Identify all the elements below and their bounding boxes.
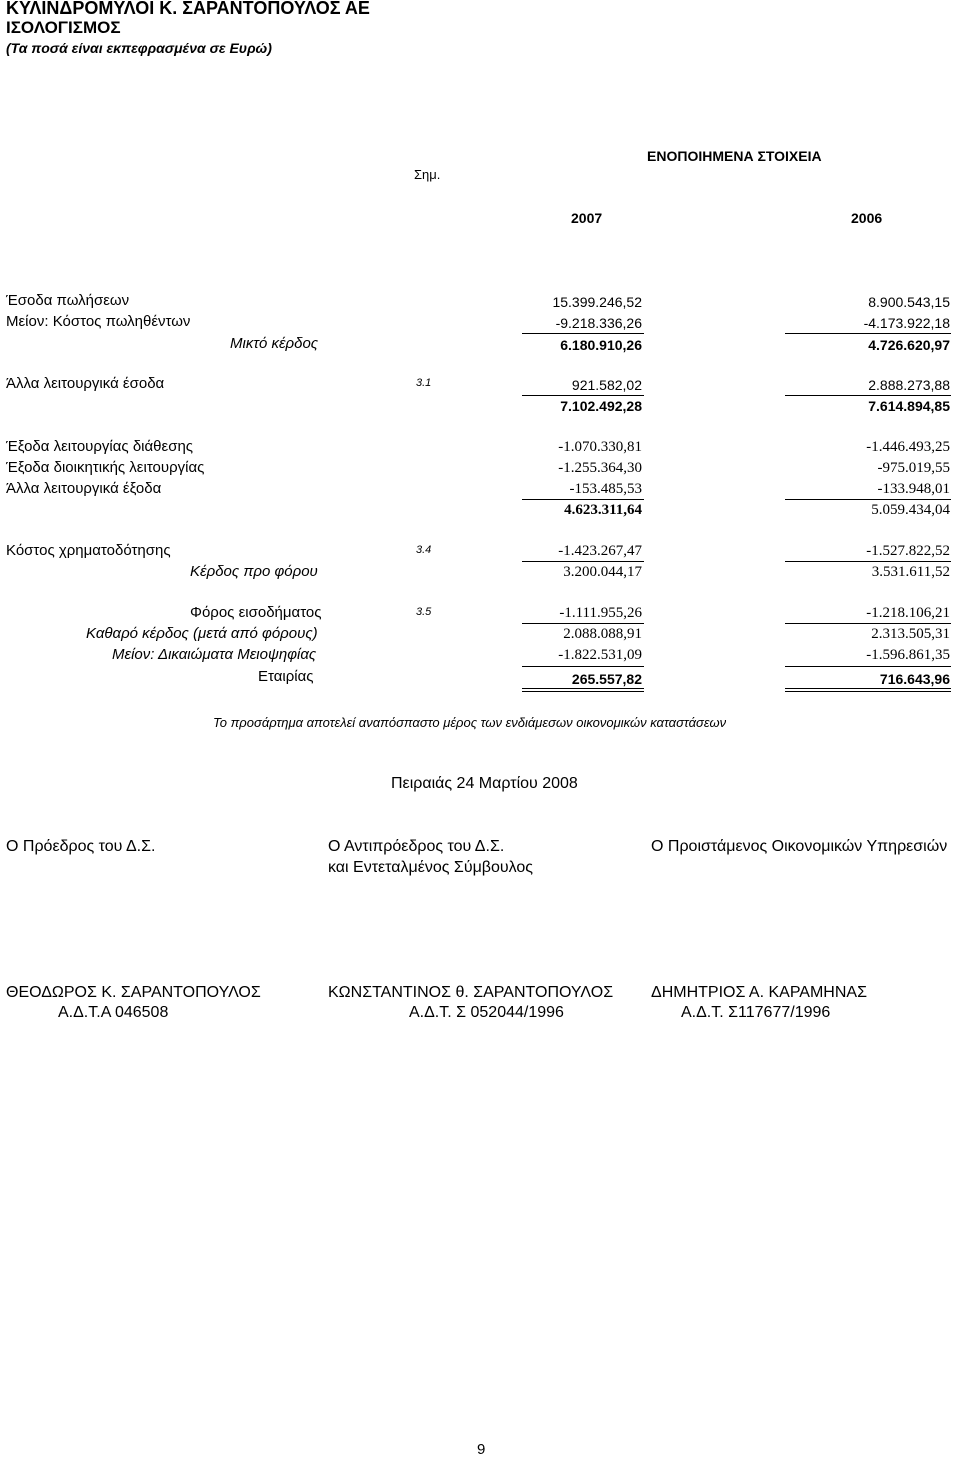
note-ref-finance-cost: 3.4 bbox=[416, 544, 432, 556]
note-ref-other-income: 3.1 bbox=[416, 377, 432, 389]
value-2006-net-profit: 2.313.505,31 bbox=[871, 626, 950, 642]
underline-2006 bbox=[785, 561, 951, 562]
value-2007-income-tax: -1.111.955,26 bbox=[559, 605, 642, 621]
year-2007-header: 2007 bbox=[571, 210, 603, 226]
value-2007-cost-of-sales: -9.218.336,26 bbox=[555, 315, 642, 331]
value-2006-income-tax: -1.218.106,21 bbox=[866, 605, 950, 621]
double-underline-2007 bbox=[522, 688, 644, 689]
value-2006-other-income: 2.888.273,88 bbox=[868, 377, 950, 393]
row-label-cost-of-sales: Μείον: Κόστος πωληθέντων bbox=[6, 313, 191, 330]
value-2006-admin-expenses: -975.019,55 bbox=[877, 460, 950, 476]
row-label-minority-interests: Μείον: Δικαιώματα Μειοψηφίας bbox=[112, 646, 317, 663]
signatory-2-role: Ο Αντιπρόεδρος του Δ.Σ. bbox=[328, 838, 505, 855]
row-label-profit-before-tax: Κέρδος προ φόρου bbox=[190, 563, 318, 580]
row-label-gross-profit: Μικτό κέρδος bbox=[230, 335, 319, 352]
value-2007-minority-interests: -1.822.531,09 bbox=[558, 647, 642, 663]
value-2006-subtotal-1: 7.614.894,85 bbox=[868, 398, 950, 414]
row-label-admin-expenses: Έξοδα διοικητικής λειτουργίας bbox=[6, 459, 205, 476]
value-2007-net-profit: 2.088.088,91 bbox=[563, 626, 642, 642]
value-2006-sales: 8.900.543,15 bbox=[868, 294, 950, 310]
signatory-2-name: ΚΩΝΣΤΑΝΤΙΝΟΣ θ. ΣΑΡΑΝΤΟΠΟΥΛΟΣ bbox=[328, 984, 614, 1001]
note-ref-income-tax: 3.5 bbox=[416, 606, 432, 618]
value-2007-distribution-expenses: -1.070.330,81 bbox=[558, 439, 642, 455]
underline-2007 bbox=[522, 333, 644, 334]
underline-2007 bbox=[522, 623, 644, 624]
value-2006-subtotal-2: 5.059.434,04 bbox=[871, 502, 950, 518]
underline-2007 bbox=[522, 561, 644, 562]
signatory-3-id: Α.Δ.Τ. Σ117677/1996 bbox=[681, 1004, 831, 1021]
value-2007-finance-cost: -1.423.267,47 bbox=[558, 543, 642, 559]
underline-2007 bbox=[522, 499, 644, 500]
value-2006-finance-cost: -1.527.822,52 bbox=[866, 543, 950, 559]
company-name: ΚΥΛΙΝΔΡΟΜΥΛΟΙ Κ. ΣΑΡΑΝΤΟΠΟΥΛΟΣ ΑΕ bbox=[6, 0, 370, 18]
value-2006-distribution-expenses: -1.446.493,25 bbox=[866, 439, 950, 455]
underline-2006 bbox=[785, 333, 951, 334]
signatory-1-id: Α.Δ.Τ.Α 046508 bbox=[58, 1004, 169, 1021]
underline-2006 bbox=[785, 666, 951, 667]
value-2006-minority-interests: -1.596.861,35 bbox=[866, 647, 950, 663]
row-label-net-profit: Καθαρό κέρδος (μετά από φόρους) bbox=[86, 625, 318, 642]
underline-2007 bbox=[522, 395, 644, 396]
value-2007-sales: 15.399.246,52 bbox=[552, 294, 642, 310]
row-label-finance-cost: Κόστος χρηματοδότησης bbox=[6, 542, 171, 559]
row-label-distribution-expenses: Έξοδα λειτουργίας διάθεσης bbox=[6, 438, 194, 455]
place-date: Πειραιάς 24 Μαρτίου 2008 bbox=[391, 775, 578, 792]
value-2007-gross-profit: 6.180.910,26 bbox=[560, 337, 642, 353]
value-2007-subtotal-2: 4.623.311,64 bbox=[564, 502, 642, 518]
signatory-2-id: Α.Δ.Τ. Σ 052044/1996 bbox=[409, 1004, 564, 1021]
value-2006-profit-before-tax: 3.531.611,52 bbox=[871, 564, 950, 580]
value-2006-gross-profit: 4.726.620,97 bbox=[868, 337, 950, 353]
signatory-2-role-line2: και Εντεταλμένος Σύμβουλος bbox=[328, 859, 534, 876]
note-column-header: Σημ. bbox=[414, 167, 441, 182]
value-2006-cost-of-sales: -4.173.922,18 bbox=[863, 315, 950, 331]
signatory-1-role: Ο Πρόεδρος του Δ.Σ. bbox=[6, 838, 156, 855]
statement-title: ΙΣΟΛΟΓΙΣΜΟΣ bbox=[6, 18, 121, 37]
page-number: 9 bbox=[477, 1441, 486, 1458]
row-label-company-share: Εταιρίας bbox=[258, 668, 314, 685]
row-label-sales: Έσοδα πωλήσεων bbox=[6, 292, 130, 309]
value-2006-company-share: 716.643,96 bbox=[879, 671, 950, 687]
signatory-1-name: ΘΕΟΔΩΡΟΣ Κ. ΣΑΡΑΝΤΟΠΟΥΛΟΣ bbox=[6, 984, 261, 1001]
footnote: Το προσάρτημα αποτελεί αναπόσπαστο μέρος των ενδιάμεσων οικονομικών καταστάσεων bbox=[213, 715, 727, 730]
signatory-3-role: Ο Προιστάμενος Οικονομικών Υπηρεσιών bbox=[651, 838, 948, 855]
year-2006-header: 2006 bbox=[851, 210, 883, 226]
double-underline-2006 bbox=[785, 691, 951, 692]
underline-2006 bbox=[785, 499, 951, 500]
underline-2006 bbox=[785, 623, 951, 624]
underline-2006 bbox=[785, 395, 951, 396]
value-2006-other-expenses: -133.948,01 bbox=[877, 481, 950, 497]
row-label-other-income: Άλλα λειτουργικά έσοδα bbox=[6, 375, 165, 392]
value-2007-other-expenses: -153.485,53 bbox=[569, 481, 642, 497]
currency-subtitle: (Τα ποσά είναι εκπεφρασμένα σε Ευρώ) bbox=[6, 40, 272, 56]
double-underline-2007 bbox=[522, 691, 644, 692]
value-2007-company-share: 265.557,82 bbox=[571, 671, 642, 687]
value-2007-admin-expenses: -1.255.364,30 bbox=[558, 460, 642, 476]
value-2007-profit-before-tax: 3.200.044,17 bbox=[563, 564, 642, 580]
value-2007-other-income: 921.582,02 bbox=[571, 377, 642, 393]
consolidated-heading: ΕΝΟΠΟΙΗΜΕΝΑ ΣΤΟΙΧΕΙΑ bbox=[647, 148, 822, 164]
double-underline-2006 bbox=[785, 688, 951, 689]
row-label-other-expenses: Άλλα λειτουργικά έξοδα bbox=[6, 480, 162, 497]
row-label-income-tax: Φόρος εισοδήματος bbox=[190, 604, 322, 621]
signatory-3-name: ΔΗΜΗΤΡΙΟΣ Α. ΚΑΡΑΜΗΝΑΣ bbox=[651, 984, 867, 1001]
value-2007-subtotal-1: 7.102.492,28 bbox=[560, 398, 642, 414]
underline-2007 bbox=[522, 666, 644, 667]
